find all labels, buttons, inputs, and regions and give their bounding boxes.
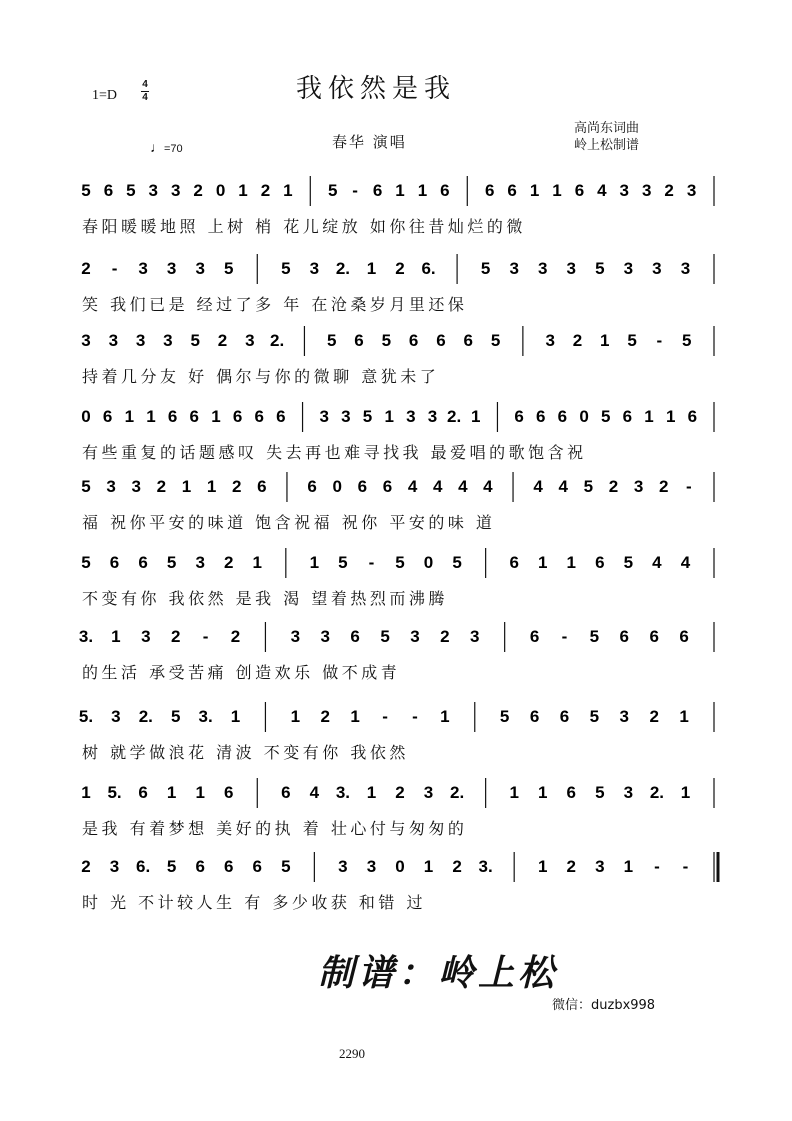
note: 1	[537, 553, 548, 572]
note: 3	[148, 181, 159, 200]
note: 3	[109, 857, 120, 876]
note: 2	[566, 857, 577, 876]
note: 1	[384, 407, 394, 426]
note: 6	[463, 331, 473, 350]
note: 1	[195, 783, 205, 802]
note: 1	[366, 783, 377, 802]
note: 2	[320, 707, 330, 726]
notation-line	[82, 402, 722, 436]
note: 1	[166, 783, 177, 802]
note: 2	[395, 783, 405, 802]
note: 6	[536, 407, 546, 426]
note: 1	[423, 857, 434, 876]
note: 6	[232, 407, 243, 426]
note: 3	[545, 331, 555, 350]
key-signature: 1=D	[92, 88, 118, 103]
note: 0	[81, 407, 91, 426]
note: 6	[529, 627, 540, 646]
note: 6	[354, 331, 364, 350]
note: 4	[558, 477, 569, 496]
note: 5	[126, 181, 136, 200]
note: 0	[423, 553, 434, 572]
note: 3	[163, 331, 173, 350]
tempo-mark	[150, 139, 183, 155]
note: 5	[595, 259, 605, 278]
note: 1	[509, 783, 519, 802]
note: 5	[281, 857, 291, 876]
note: -	[654, 857, 660, 876]
note: 6	[529, 707, 540, 726]
note: 5	[627, 331, 637, 350]
note: 1	[350, 707, 360, 726]
time-signature-top: 4	[142, 79, 148, 90]
note: 2.	[649, 783, 665, 802]
note: 6	[619, 627, 630, 646]
transcriber: 岭上松制谱	[574, 138, 640, 153]
note: 5	[166, 553, 177, 572]
lyrics-line: 有些重复的话题感叹 失去再也难寻找我 最爱唱的歌饱含祝	[82, 443, 587, 462]
note: 2	[223, 553, 234, 572]
note: 3	[341, 407, 351, 426]
note: 6	[167, 407, 178, 426]
note: 3	[641, 181, 652, 200]
song-title: 我依然是我	[296, 74, 457, 104]
note: 6	[557, 407, 568, 426]
note: 6	[440, 181, 450, 200]
note: -	[382, 707, 388, 726]
note: 6	[102, 407, 113, 426]
note: 3	[595, 857, 605, 876]
note: 4	[533, 477, 543, 496]
note: 1	[644, 407, 654, 426]
note: 1	[566, 553, 577, 572]
note: 3	[686, 181, 697, 200]
note: 5	[589, 707, 600, 726]
note: 3	[619, 181, 630, 200]
note: 6	[189, 407, 200, 426]
notation-line	[82, 852, 722, 886]
note: 3	[141, 627, 151, 646]
note: 2	[572, 331, 583, 350]
note: 1	[283, 181, 293, 200]
note: 5	[81, 181, 91, 200]
note: 2	[452, 857, 462, 876]
note: 1	[366, 259, 377, 278]
note: 3.	[335, 783, 351, 802]
notation-line	[82, 472, 722, 506]
note: 3	[633, 477, 644, 496]
note: 4	[483, 477, 493, 496]
note: 6	[679, 627, 689, 646]
note: 2	[156, 477, 167, 496]
note: 6	[484, 181, 495, 200]
note: 2	[231, 477, 242, 496]
wechat-contact: 微信：duzbx998	[552, 998, 656, 1013]
note: 5	[589, 627, 600, 646]
note: 5	[452, 553, 462, 572]
note: 5.	[107, 783, 122, 802]
note: 6	[195, 857, 205, 876]
note: 3	[81, 331, 91, 350]
note: 3	[106, 477, 116, 496]
note: -	[682, 857, 689, 876]
note: -	[656, 331, 663, 350]
note: 0	[215, 181, 226, 200]
note: 5.	[78, 707, 94, 726]
note: 0	[579, 407, 589, 426]
notation-line	[82, 254, 722, 288]
note: 6	[649, 627, 659, 646]
note: 2	[440, 627, 450, 646]
note: 4	[652, 553, 662, 572]
note: 1	[211, 407, 221, 426]
note: 6	[566, 783, 577, 802]
note: 2	[664, 181, 674, 200]
note: 6	[595, 553, 605, 572]
note: 6.	[135, 857, 151, 876]
note: 3.	[78, 627, 94, 646]
lyrics-line: 福 祝你平安的味道 饱含祝福 祝你 平安的味 道	[82, 513, 496, 532]
note: 3	[410, 627, 420, 646]
note: 5	[600, 407, 611, 426]
note: 1	[290, 707, 301, 726]
note: 3	[427, 407, 438, 426]
note: 6	[276, 407, 286, 426]
note: -	[412, 707, 418, 726]
note: 6	[350, 627, 360, 646]
note: 3	[338, 857, 348, 876]
note: 5	[681, 331, 692, 350]
note: -	[561, 627, 568, 646]
note: 6	[103, 181, 114, 200]
note: 5	[380, 627, 390, 646]
note: 2	[81, 857, 91, 876]
note: 3	[406, 407, 416, 426]
note: 1	[81, 783, 91, 802]
note: 5	[623, 553, 634, 572]
time-signature	[141, 80, 149, 103]
note: 5	[81, 553, 91, 572]
note: 3	[135, 331, 146, 350]
note: 6	[254, 407, 264, 426]
note: 6	[408, 331, 419, 350]
note: 3.	[478, 857, 493, 876]
note: 4	[432, 477, 443, 496]
note: 6	[436, 331, 446, 350]
note: 5	[166, 857, 177, 876]
maker-signature: 制谱：岭上松	[318, 952, 559, 994]
note: 3	[566, 259, 577, 278]
note: 5	[327, 331, 337, 350]
note: 3.	[198, 707, 213, 726]
note: 1	[181, 477, 192, 496]
note: 4	[458, 477, 468, 496]
note: 5	[327, 181, 338, 200]
note: 6	[109, 553, 120, 572]
note: -	[202, 627, 209, 646]
lyrics-line: 笑 我们已是 经过了多 年 在沧桑岁月里还保	[82, 295, 468, 314]
note: 2.	[447, 407, 462, 426]
note: 3	[320, 627, 330, 646]
note: 1	[395, 181, 405, 200]
note: 3	[366, 857, 377, 876]
note: 6	[138, 783, 148, 802]
note: 1	[537, 783, 548, 802]
note: -	[686, 477, 692, 496]
note: 3	[470, 627, 480, 646]
note: 1	[471, 407, 481, 426]
note: 1	[124, 407, 135, 426]
note: 1	[238, 181, 248, 200]
note: 5	[381, 331, 392, 350]
time-signature-bottom: 4	[142, 92, 148, 103]
note: 6	[223, 783, 234, 802]
notation-line	[82, 326, 722, 360]
note: -	[368, 553, 375, 572]
note: 1	[111, 627, 121, 646]
note: 1	[252, 553, 263, 572]
note: 5	[395, 553, 405, 572]
note: 3	[319, 407, 329, 426]
note: 5	[338, 553, 348, 572]
note: 1	[665, 407, 676, 426]
notation-line	[82, 548, 722, 582]
lyrics-line: 是我 有着梦想 美好的执 着 壮心付与匆匆的	[82, 819, 468, 838]
note: 5	[170, 707, 181, 726]
note: 6	[382, 477, 393, 496]
note: 5	[362, 407, 373, 426]
lyricist-composer: 高尚东词曲	[574, 121, 640, 136]
note: 1	[679, 707, 689, 726]
note: 5	[81, 477, 91, 496]
note: 6	[687, 407, 698, 426]
note: 0	[395, 857, 405, 876]
note: 1	[623, 857, 634, 876]
note: 6	[138, 553, 148, 572]
note: 2	[170, 627, 181, 646]
note: 6	[574, 181, 585, 200]
note: 3	[195, 259, 205, 278]
note: 3	[309, 259, 320, 278]
note: 3	[108, 331, 119, 350]
note: 1	[146, 407, 156, 426]
note: 2	[608, 477, 619, 496]
note: 1	[440, 707, 450, 726]
note: 3	[623, 259, 634, 278]
note: 5	[490, 331, 501, 350]
note: 4	[597, 181, 607, 200]
lyrics-line: 树 就学做浪花 清波 不变有你 我依然	[82, 743, 409, 762]
note: 6	[307, 477, 317, 496]
note: 4	[407, 477, 418, 496]
note: 6	[622, 407, 633, 426]
note: 2	[659, 477, 669, 496]
note: 0	[332, 477, 342, 496]
note: 6	[223, 857, 234, 876]
note: 4	[680, 553, 691, 572]
note: 5	[480, 259, 491, 278]
note: 3	[138, 259, 148, 278]
note: 6	[514, 407, 524, 426]
note: 5	[190, 331, 200, 350]
note: 1	[529, 181, 540, 200]
lyrics-line: 的生活 承受苦痛 创造欢乐 做不成青	[82, 663, 401, 682]
note: -	[352, 181, 358, 200]
tempo-value: =70	[164, 143, 183, 155]
notation-line	[82, 778, 722, 812]
note: 3	[131, 477, 141, 496]
note: 3	[537, 259, 548, 278]
notation-line	[78, 622, 722, 656]
note: 6	[559, 707, 570, 726]
lyrics-line: 春阳暖暖地照 上树 梢 花儿绽放 如你往昔灿烂的微	[82, 217, 526, 236]
note: 2	[230, 627, 241, 646]
note: 1	[537, 857, 548, 876]
note: 3	[195, 553, 205, 572]
note: 5	[223, 259, 234, 278]
note: 2	[217, 331, 228, 350]
page-number: 2290	[339, 1046, 365, 1061]
note: 2	[395, 259, 405, 278]
note: 1	[417, 181, 428, 200]
note: 3	[111, 707, 121, 726]
note: 5	[595, 783, 605, 802]
note: 3	[423, 783, 434, 802]
note: 1	[680, 783, 691, 802]
note: 5	[281, 259, 291, 278]
note: 6	[252, 857, 263, 876]
note: 2.	[335, 259, 351, 278]
singer-credit: 春华 演唱	[332, 133, 407, 151]
note: 2	[193, 181, 203, 200]
notation-line	[78, 702, 722, 736]
note: 1	[600, 331, 610, 350]
note: 2	[649, 707, 659, 726]
note: 6	[509, 553, 519, 572]
note: 3	[170, 181, 181, 200]
lyrics-line: 持着几分友 好 偶尔与你的微聊 意犹未了	[82, 367, 440, 386]
note: 6	[281, 783, 291, 802]
note: 1	[206, 477, 217, 496]
note: 2	[260, 181, 271, 200]
note: 2.	[449, 783, 465, 802]
note: 6	[257, 477, 267, 496]
note: 4	[309, 783, 320, 802]
note: 5	[499, 707, 510, 726]
note: 1	[309, 553, 320, 572]
note: 3	[290, 627, 301, 646]
note: 6	[357, 477, 368, 496]
lyrics-line: 时 光 不计较人生 有 多少收获 和错 过	[82, 893, 427, 912]
note: 1	[230, 707, 241, 726]
note: 3	[166, 259, 177, 278]
note: 3	[619, 707, 630, 726]
note: 3	[652, 259, 662, 278]
quarter-note-icon: ♩	[150, 139, 164, 155]
note: 6	[507, 181, 517, 200]
note: 5	[583, 477, 594, 496]
note: 3	[509, 259, 519, 278]
note: 3	[680, 259, 691, 278]
note: 3	[245, 331, 255, 350]
note: 6.	[421, 259, 436, 278]
note: 2	[81, 259, 91, 278]
note: 2.	[138, 707, 153, 726]
note: 3	[623, 783, 634, 802]
note: 1	[552, 181, 562, 200]
lyrics-line: 不变有你 我依然 是我 渴 望着热烈而沸腾	[82, 589, 448, 608]
credits	[574, 120, 639, 154]
note: -	[111, 259, 118, 278]
note: 2.	[270, 331, 285, 350]
note: 6	[372, 181, 383, 200]
notation-line	[82, 176, 722, 210]
